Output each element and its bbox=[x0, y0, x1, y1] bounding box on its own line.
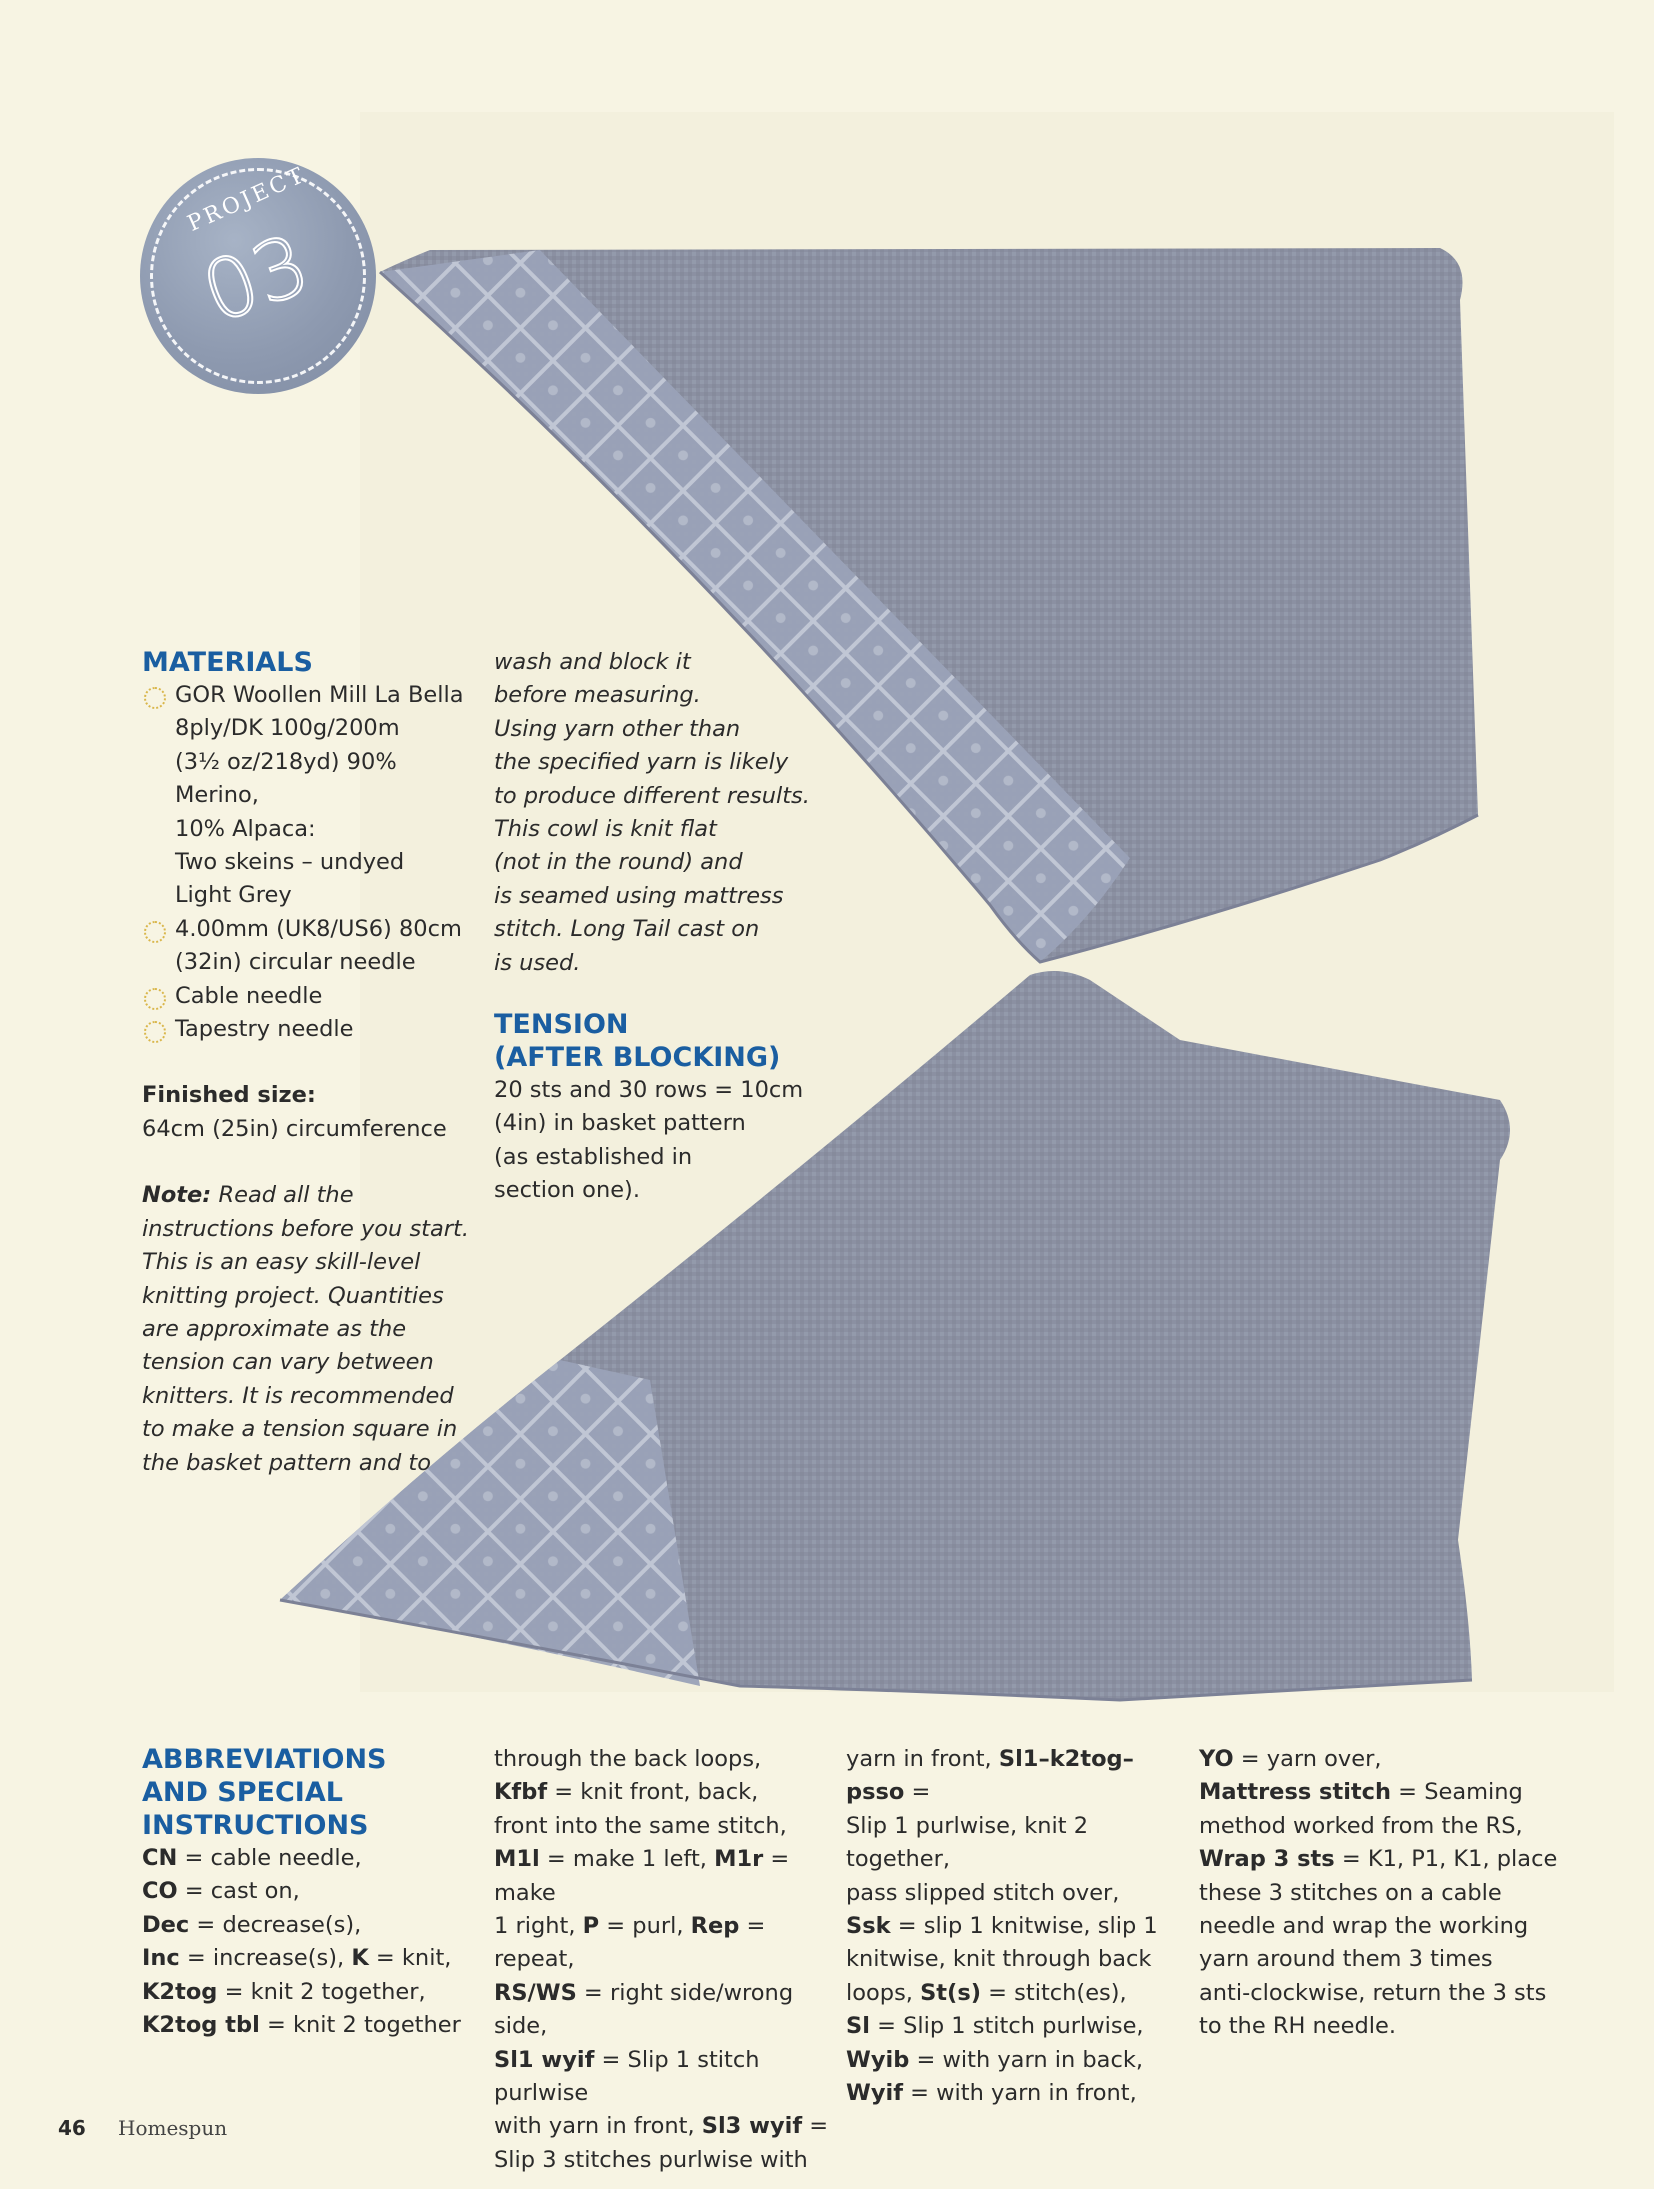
abbreviation-line bbox=[494, 1810, 834, 1843]
note-line bbox=[142, 1413, 472, 1446]
abbreviation-line bbox=[1199, 1977, 1559, 2010]
project-badge bbox=[140, 158, 376, 394]
abbreviation-definition: = knit, bbox=[368, 1945, 452, 1972]
tension-line: (as established in bbox=[494, 1143, 693, 1170]
abbreviation-definition: = K1, P1, K1, place bbox=[1334, 1846, 1558, 1873]
materials-item-line: 4.00mm (UK8/US6) 80cm bbox=[175, 915, 462, 942]
abbreviation-term: K2tog tbl bbox=[142, 2012, 260, 2039]
abbreviation-definition: = bbox=[904, 1779, 931, 1806]
note-continued-line: to produce different results. bbox=[494, 782, 810, 809]
materials-item-line: GOR Woollen Mill La Bella bbox=[175, 682, 464, 708]
abbreviation-term: CN bbox=[142, 1845, 178, 1871]
abbreviation-term: CO bbox=[142, 1878, 178, 1905]
abbreviation-definition: front into the same stitch, bbox=[494, 1812, 787, 1839]
abbreviation-definition: = purl, bbox=[599, 1913, 691, 1940]
abbreviations-list-1 bbox=[142, 1842, 472, 2042]
materials-item-line: (32in) circular needle bbox=[175, 949, 416, 976]
abbreviation-line bbox=[846, 1910, 1186, 1943]
abbreviation-definition: yarn around them 3 times bbox=[1199, 1946, 1493, 1973]
abbreviation-line bbox=[1199, 1843, 1559, 1876]
abbreviation-definition: 1 right, bbox=[494, 1913, 583, 1940]
tension-text bbox=[494, 1074, 824, 1208]
abbreviation-term: Rep bbox=[690, 1913, 740, 1940]
abbreviation-term: Wrap 3 sts bbox=[1199, 1846, 1335, 1873]
abbreviation-definition: = cast on, bbox=[177, 1878, 300, 1905]
abbreviation-line bbox=[142, 1942, 472, 1975]
note-text: tension can vary between bbox=[142, 1349, 434, 1376]
abbreviation-term: St(s) bbox=[920, 1979, 982, 2006]
bullet-circle-icon bbox=[144, 988, 166, 1010]
abbreviations-heading-line: ABBREVIATIONS bbox=[142, 1744, 387, 1775]
abbreviation-definition: = knit front, back, bbox=[547, 1779, 759, 1806]
abbreviation-line bbox=[494, 2044, 834, 2111]
abbreviation-line bbox=[142, 2009, 472, 2042]
abbreviation-term: Inc bbox=[142, 1945, 180, 1972]
abbreviation-line bbox=[142, 1976, 472, 2009]
abbreviation-definition: through the back loops, bbox=[494, 1746, 762, 1772]
abbreviation-line bbox=[494, 2144, 834, 2177]
abbreviation-line bbox=[1199, 1810, 1559, 1843]
abbreviation-definition: Slip 1 purlwise, knit 2 together, bbox=[846, 1812, 1089, 1873]
abbreviation-definition: = Seaming bbox=[1391, 1779, 1523, 1806]
abbreviation-definition: anti-clockwise, return the 3 sts bbox=[1199, 1979, 1547, 2006]
materials-item-line: Two skeins – undyed bbox=[175, 849, 405, 876]
abbreviation-definition: = slip 1 knitwise, slip 1 bbox=[890, 1913, 1158, 1940]
abbreviation-line bbox=[1199, 1910, 1559, 1943]
abbreviation-line bbox=[142, 1909, 472, 1942]
tension-line: 20 sts and 30 rows = 10cm bbox=[494, 1077, 804, 1103]
abbreviation-term: RS/WS bbox=[494, 1979, 577, 2006]
abbreviation-line bbox=[142, 1875, 472, 1908]
bullet-circle-icon bbox=[144, 921, 166, 943]
materials-item bbox=[142, 679, 472, 913]
abbreviation-term: M1r bbox=[714, 1846, 764, 1873]
abbreviation-definition: = make bbox=[494, 1846, 790, 1906]
abbreviation-definition: = bbox=[802, 2113, 829, 2140]
abbreviations-column-4 bbox=[1199, 1743, 1559, 2044]
note-continued-line: the specified yarn is likely bbox=[494, 749, 789, 776]
abbreviation-line bbox=[142, 1842, 472, 1875]
abbreviation-line bbox=[494, 1776, 834, 1809]
abbreviation-definition: = stitch(es), bbox=[981, 1979, 1127, 2006]
note-continued bbox=[494, 646, 824, 980]
note-text: are approximate as the bbox=[142, 1315, 407, 1342]
tension-heading bbox=[494, 1008, 824, 1074]
note-continued-line: Using yarn other than bbox=[494, 715, 741, 742]
abbreviation-definition: = cable needle, bbox=[177, 1845, 362, 1871]
bullet-circle-icon bbox=[144, 687, 166, 709]
abbreviation-definition: = make 1 left, bbox=[539, 1846, 715, 1873]
abbreviation-definition: = Slip 1 stitch purlwise bbox=[494, 2046, 760, 2107]
note-continued-line: is used. bbox=[494, 949, 581, 976]
note-continued-line: is seamed using mattress bbox=[494, 882, 784, 909]
abbreviation-line bbox=[1199, 1943, 1559, 1976]
abbreviation-definition: = knit 2 together bbox=[259, 2012, 461, 2039]
abbreviation-line bbox=[1199, 1743, 1559, 1776]
materials-item-line: Tapestry needle bbox=[175, 1016, 354, 1043]
note-line bbox=[142, 1280, 472, 1313]
finished-size-value: 64cm (25in) circumference bbox=[142, 1115, 447, 1142]
abbreviation-definition: pass slipped stitch over, bbox=[846, 1879, 1120, 1906]
abbreviation-line bbox=[1199, 1776, 1559, 1809]
abbreviation-term: Mattress stitch bbox=[1199, 1779, 1392, 1806]
note-line bbox=[142, 1346, 472, 1379]
abbreviation-line bbox=[494, 1910, 834, 1977]
page-number: 46 bbox=[58, 2116, 86, 2140]
abbreviation-definition: = with yarn in back, bbox=[909, 2046, 1144, 2073]
abbreviation-term: Sl bbox=[846, 2013, 870, 2040]
abbreviation-term: Wyib bbox=[846, 2046, 910, 2073]
note-line bbox=[142, 1246, 472, 1279]
abbreviations-column-1 bbox=[142, 1743, 472, 2042]
note-continued-line: wash and block it bbox=[494, 649, 691, 675]
abbreviation-definition: = yarn over, bbox=[1233, 1746, 1382, 1772]
badge-number: 03 bbox=[190, 217, 322, 342]
abbreviation-definition: these 3 stitches on a cable bbox=[1199, 1879, 1502, 1906]
abbreviation-line bbox=[846, 1743, 1186, 1810]
abbreviation-definition: yarn in front, bbox=[846, 1746, 999, 1772]
note-line bbox=[142, 1179, 472, 1212]
abbreviation-definition: with yarn in front, bbox=[494, 2113, 702, 2140]
abbreviations-heading-line: AND SPECIAL bbox=[142, 1777, 343, 1808]
note-line bbox=[142, 1313, 472, 1346]
abbreviation-definition: to the RH needle. bbox=[1199, 2013, 1396, 2040]
materials-heading: MATERIALS bbox=[142, 647, 313, 678]
note-text: the basket pattern and to bbox=[142, 1449, 432, 1476]
materials-item-line: 8ply/DK 100g/200m bbox=[175, 715, 400, 742]
note-paragraph bbox=[142, 1179, 472, 1480]
abbreviation-term: K bbox=[351, 1945, 369, 1972]
abbreviation-term: Wyif bbox=[846, 2080, 903, 2107]
materials-column bbox=[142, 646, 472, 1480]
abbreviation-term: Ssk bbox=[846, 1913, 891, 1940]
note-line bbox=[142, 1447, 472, 1480]
note-line bbox=[142, 1380, 472, 1413]
note-continued-line: This cowl is knit flat bbox=[494, 816, 717, 843]
abbreviation-line bbox=[494, 1977, 834, 2044]
abbreviation-definition: = Slip 1 stitch purlwise, bbox=[869, 2013, 1144, 2040]
abbreviation-term: Sl1–k2tog–psso bbox=[846, 1746, 1134, 1806]
materials-item bbox=[142, 913, 472, 980]
tension-line: section one). bbox=[494, 1177, 640, 1204]
note-line bbox=[142, 1213, 472, 1246]
abbreviation-line bbox=[1199, 1877, 1559, 1910]
note-text: instructions before you start. bbox=[142, 1215, 470, 1242]
abbreviation-line bbox=[846, 1877, 1186, 1910]
abbreviation-line bbox=[494, 2110, 834, 2143]
abbreviation-line bbox=[494, 1843, 834, 1910]
abbreviation-term: M1l bbox=[494, 1846, 540, 1873]
abbreviation-line bbox=[846, 1943, 1186, 1976]
abbreviations-column-2 bbox=[494, 1743, 834, 2177]
abbreviation-definition: = increase(s), bbox=[179, 1945, 352, 1972]
abbreviation-term: K2tog bbox=[142, 1978, 218, 2005]
magazine-name: Homespun bbox=[118, 2116, 228, 2140]
note-text: to make a tension square in bbox=[142, 1416, 458, 1443]
badge-label: PROJECT bbox=[184, 162, 311, 237]
abbreviation-definition: = decrease(s), bbox=[189, 1911, 362, 1938]
abbreviations-heading bbox=[142, 1743, 472, 1842]
materials-item-line: Cable needle bbox=[175, 982, 323, 1009]
abbreviation-definition: knitwise, knit through back bbox=[846, 1946, 1152, 1973]
materials-item bbox=[142, 980, 472, 1013]
abbreviation-line bbox=[494, 1743, 834, 1776]
abbreviation-definition: needle and wrap the working bbox=[1199, 1913, 1529, 1940]
abbreviation-line bbox=[846, 1810, 1186, 1877]
materials-item-line: 10% Alpaca: bbox=[175, 815, 316, 842]
abbreviations-heading-line: INSTRUCTIONS bbox=[142, 1810, 369, 1841]
tension-line: (4in) in basket pattern bbox=[494, 1110, 746, 1137]
tension-heading-line: TENSION bbox=[494, 1009, 629, 1040]
finished-size-label: Finished size: bbox=[142, 1082, 316, 1109]
materials-item-line: (3½ oz/218yd) 90% Merino, bbox=[175, 748, 397, 809]
note-text: This is an easy skill-level bbox=[142, 1249, 421, 1276]
abbreviation-line bbox=[846, 2077, 1186, 2110]
note-continued-line: (not in the round) and bbox=[494, 849, 743, 876]
note-continued-line: stitch. Long Tail cast on bbox=[494, 916, 760, 943]
note-continued-line: before measuring. bbox=[494, 682, 701, 709]
abbreviation-term: Kfbf bbox=[494, 1779, 548, 1806]
materials-list bbox=[142, 679, 472, 1046]
abbreviation-term: YO bbox=[1199, 1746, 1234, 1772]
abbreviation-term: P bbox=[582, 1913, 600, 1940]
abbreviation-term: Dec bbox=[142, 1911, 190, 1938]
abbreviation-line bbox=[846, 1977, 1186, 2010]
abbreviation-definition: method worked from the RS, bbox=[1199, 1812, 1523, 1839]
abbreviation-line bbox=[1199, 2010, 1559, 2043]
abbreviation-line bbox=[846, 2010, 1186, 2043]
abbreviation-term: Sl3 wyif bbox=[701, 2113, 803, 2140]
abbreviation-definition: = with yarn in front, bbox=[903, 2080, 1137, 2107]
abbreviation-definition: Slip 3 stitches purlwise with bbox=[494, 2146, 808, 2173]
abbreviations-column-3 bbox=[846, 1743, 1186, 2110]
abbreviation-line bbox=[846, 2044, 1186, 2077]
abbreviation-term: Sl1 wyif bbox=[494, 2046, 595, 2073]
abbreviation-definition: = right side/wrong side, bbox=[494, 1979, 794, 2040]
abbreviation-definition: = knit 2 together, bbox=[217, 1978, 426, 2005]
note-label: Note: bbox=[142, 1182, 212, 1209]
note-text: Read all the bbox=[218, 1182, 354, 1209]
materials-item-line: Light Grey bbox=[175, 882, 292, 909]
materials-item bbox=[142, 1013, 472, 1046]
note-text: knitting project. Quantities bbox=[142, 1282, 444, 1309]
tension-heading-line: (AFTER BLOCKING) bbox=[494, 1042, 781, 1073]
tension-section bbox=[494, 1008, 824, 1208]
abbreviation-definition: = repeat, bbox=[494, 1913, 766, 1973]
abbreviation-definition: loops, bbox=[846, 1979, 921, 2006]
note-text: knitters. It is recommended bbox=[142, 1382, 454, 1409]
bullet-circle-icon bbox=[144, 1021, 166, 1043]
